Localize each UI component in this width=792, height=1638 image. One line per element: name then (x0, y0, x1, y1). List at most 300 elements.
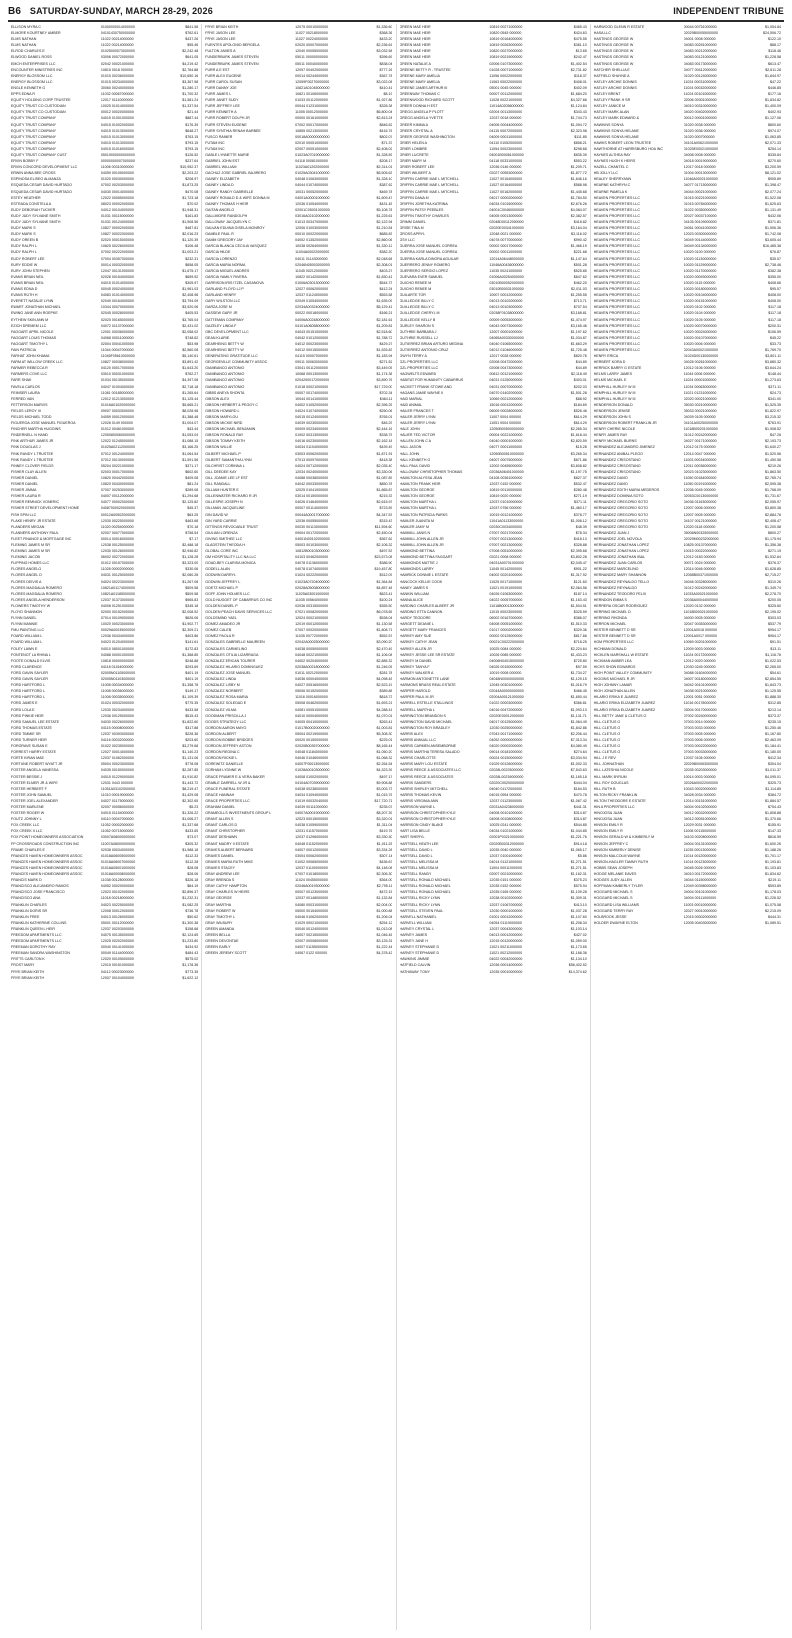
amount-due: $1,625.63 (764, 201, 781, 206)
owner-name: HILTON THEODORE E ESTATE (593, 798, 646, 803)
amount-due: $237.64 (185, 159, 199, 164)
amount-due: $4,095.01 (764, 774, 781, 779)
owner-name: HAMILTON MARTHA L (399, 506, 437, 511)
amount-due: $100.24 (379, 597, 393, 602)
owner-name: GILLENWATER RICHARD R JR (205, 494, 257, 499)
parcel-number: 12037 01296000000 (295, 835, 329, 840)
owner-name: EUDY OREEN B (11, 238, 39, 243)
amount-due: $1,336.60 (376, 25, 393, 29)
owner-name: HERNANDEZ ALEJANDRO JIMENEZ (593, 445, 655, 450)
parcel-number: 01034 00135000000 (100, 378, 134, 383)
amount-due: $2,106.32 (376, 542, 393, 547)
owner-name: FORD HARTFORD L (11, 695, 46, 700)
parcel-number: 07007 00217000000 (489, 530, 523, 535)
owner-name: HENRY MICHAEL BURNS (593, 439, 637, 444)
parcel-number: 12008 00012000000 (100, 908, 134, 913)
amount-due: $2,308.01 (376, 262, 393, 267)
amount-due: $1,311.04 (376, 823, 393, 828)
owner-name: HARTSELL RANDY (399, 872, 432, 877)
parcel-number: 09004 00172000000 (295, 530, 329, 535)
owner-name: HARRISON CHRISTOPHER KYLE (399, 817, 456, 822)
owner-name: HARTSELL RONALD MICHAEL (399, 884, 451, 889)
amount-due: $54.61 (769, 670, 781, 675)
parcel-number: 11050 00191000000 (683, 482, 717, 487)
parcel-number: 04049 00134000000 (683, 244, 717, 249)
owner-name: FONTENOT LA RHINA L (11, 652, 51, 657)
owner-name: GOODS STRATEGY LLC (205, 719, 247, 724)
parcel-number: 07008 00510000000 (489, 549, 523, 554)
parcel-number: 04012 00051000000 (683, 817, 717, 822)
amount-due: $3,215.32 (764, 415, 781, 419)
parcel-number: 12020 00105000000 (100, 957, 134, 962)
parcel-number: 02020B00312000000 (489, 841, 524, 846)
parcel-number: 02043A00021000000 (683, 347, 719, 352)
amount-due: $1,433.23 (570, 652, 587, 657)
amount-due: $1,124.84 (570, 104, 587, 109)
owner-name: HALL PAUL DAVID (399, 463, 431, 468)
parcel-number: 10038 00264000000 (295, 244, 329, 249)
parcel-number: 12031 01157000000 (295, 829, 328, 834)
amount-due: $3,320.01 (376, 817, 393, 822)
owner-name: GRAVES ALBERT BERNARD (205, 847, 254, 852)
owner-name: GODWIN DARRYL (205, 573, 236, 578)
amount-due: $465.43 (573, 25, 587, 29)
owner-name: FAGGART TIMOTHY L (11, 341, 49, 346)
owner-name: HARPER PAUL M JR (399, 695, 434, 700)
owner-name: ELMS NATHAN (11, 43, 37, 48)
parcel-number: 01024 00222000000 (295, 573, 329, 578)
owner-name: EQUITY TRUST CO CUSTODIAN (11, 110, 66, 115)
amount-due: $1,004.07 (182, 421, 199, 426)
amount-due: $1,358.78 (182, 683, 199, 688)
parcel-number: 02007 00077000000 (100, 530, 134, 535)
owner-name: FROST MARY (11, 963, 35, 968)
amount-due: $901.22 (573, 567, 587, 572)
parcel-number: 11021 00211000000 (489, 945, 522, 950)
owner-name: FINK ARTHUR JAMES JR (11, 439, 54, 444)
amount-due: $552.57 (379, 634, 393, 639)
amount-due: $1,600.26 (764, 841, 781, 846)
owner-name: HARRIS MARTHA TERESA SALADO (399, 750, 460, 755)
parcel-number: 01015 00236000000 (100, 73, 134, 78)
owner-name: GAITAN ANGELO (205, 207, 235, 212)
owner-name: HEARNE KATHRYN C (593, 183, 631, 188)
owner-name: HARKEY ALLEN JR (399, 646, 432, 651)
owner-name: HATLEY ARCHIE DONNIS (593, 85, 637, 90)
parcel-number: 11027 00164000000 (489, 183, 523, 188)
amount-due: $2,287.85 (182, 768, 199, 773)
parcel-number: 04077 01715000000 (683, 183, 717, 188)
amount-due: $820.76 (573, 354, 587, 359)
amount-due: $314.87 (573, 811, 587, 816)
amount-due: $341.00 (767, 396, 781, 401)
parcel-number: 12040 00055000000 (295, 49, 329, 54)
parcel-number: 04039 0105 000000 (683, 415, 716, 419)
owner-name: GOMEZ PAOLA R (205, 634, 235, 639)
owner-name: HAYNES HUGH K HEIRS (593, 159, 636, 164)
amount-due: $1,948.31 (182, 207, 199, 212)
owner-name: HILL RUTH B (593, 786, 616, 791)
owner-name: FISHER DANIEL (11, 482, 39, 487)
amount-due: $408.00 (767, 293, 781, 298)
parcel-number: 12012 0175 000000 (683, 445, 716, 450)
owner-name: GREEN JEREMY SCOTT (205, 951, 247, 956)
amount-due: $1,271.51 (570, 865, 587, 870)
amount-due: $1,822.97 (764, 408, 781, 413)
amount-due: $8,028.98 (182, 408, 199, 413)
amount-due: $1,206.04 (376, 914, 393, 919)
owner-name: HARDY TEODORE (399, 616, 431, 621)
parcel-number: 02004 00041000000 (100, 341, 134, 346)
parcel-number: 03041 00112000000 (295, 366, 328, 371)
parcel-number: 04044 01074000000 (295, 183, 329, 188)
parcel-number: 04036 00004000000 (295, 677, 329, 682)
parcel-number: 01015 00784000000 (683, 201, 717, 206)
owner-name: EQUITY TRUST COMPANY (11, 140, 57, 145)
parcel-number: 10020 0104 000000 (683, 311, 716, 316)
parcel-number: 01020 0007000000 (683, 134, 715, 139)
parcel-number: 05008 00462000000 (295, 701, 329, 706)
owner-name: FRANKLIN FREE (11, 914, 40, 919)
parcel-number: 07007 00213000000 (489, 542, 523, 547)
parcel-number: 04039 00111000000 (295, 805, 328, 809)
amount-due: $418.38 (379, 457, 393, 462)
owner-name: HERNANDEZ GREGORIO SOTO (593, 512, 648, 517)
parcel-number: 11032 00067000000 (100, 92, 134, 97)
owner-name: HARRIS REECE & ASSOCIATES LLC (399, 768, 461, 773)
parcel-number: 04038 00238000000 (295, 786, 329, 791)
parcel-number: 04023 00225000000 (100, 902, 134, 907)
amount-due: $112.33 (185, 853, 199, 858)
amount-due: $1,226.52 (764, 896, 781, 901)
owner-name: HARRIS REECE & ASSOCIATES (399, 774, 454, 779)
owner-name: HICKLEN MARSHALL W ESTATE (593, 652, 649, 657)
owner-name: GREEN MAE HEIR (399, 43, 431, 48)
owner-name: GUILLEDGE CHERYL M (399, 311, 440, 316)
amount-due: $1,731.67 (764, 494, 781, 499)
amount-due: $10,952.37 (180, 165, 199, 170)
owner-name: HERRON MICHAEL (593, 622, 627, 627)
parcel-number: 11028 00002000000 (100, 567, 134, 572)
parcel-number: 02007 00056000000 (100, 805, 134, 809)
owner-name: HATLEY MARK EDWARD & (593, 116, 640, 121)
owner-name: FRYE BRIAN KEITH (205, 25, 239, 29)
amount-due: $412.24 (379, 287, 393, 292)
amount-due: $172.83 (185, 646, 199, 651)
amount-due: $2,896.37 (182, 890, 199, 895)
owner-name: FORD GAVIN SAYLER (11, 677, 49, 682)
owner-name: HARVEY JAMES (399, 932, 428, 937)
amount-due: $7,543.63 (570, 768, 587, 773)
amount-due: $10,650.16 (180, 73, 199, 78)
parcel-number: 11063 00022000000 (489, 79, 523, 84)
owner-name: HEALEY SHERRYANN (593, 177, 632, 182)
parcel-number: 04075 00135000000 (100, 932, 134, 937)
amount-due: $408.00 (767, 299, 781, 304)
owner-name: GILLESPIE JOSEPH N (205, 500, 243, 505)
parcel-number: 04001A00001000000 (295, 195, 330, 200)
amount-due: $1,501.28 (570, 390, 587, 395)
amount-due: $177.16 (767, 92, 781, 97)
owner-name: HAWKS ROBERT LEON TRUSTEE (593, 140, 652, 145)
amount-due: $1,370.66 (764, 817, 781, 822)
owner-name: GREEN BELLA (205, 932, 231, 937)
owner-name: HEAVEN PROPERTIES LLC (593, 250, 640, 255)
owner-name: FUNDERBURK JAMES STEVEN (205, 61, 259, 66)
parcel-number: 04044 01150000000 (683, 878, 717, 883)
parcel-number: 02001P03210000000 (489, 835, 524, 840)
amount-due: $403.86 (185, 634, 199, 639)
parcel-number: 11046A00436000000 (489, 262, 524, 267)
parcel-number: 11010 00019000000 (100, 792, 134, 797)
parcel-number: 04024 01074000000 (295, 408, 329, 413)
owner-name: HAMILTON ALYSSA JEAN (399, 475, 443, 480)
parcel-number: 01017B00020000000 (295, 725, 330, 730)
amount-due: $2,488.18 (182, 542, 199, 547)
parcel-number: 10020 00024000000 (683, 329, 717, 334)
owner-name: GARCIA HILDE (205, 250, 231, 255)
parcel-number: 10820 00442000000 (100, 475, 134, 480)
parcel-number: 11045 00212000000 (295, 268, 328, 273)
amount-due: $532.47 (573, 482, 587, 487)
owner-name: HAMMONDS LARRY (399, 567, 434, 572)
parcel-number: 12023 00015000000 (295, 817, 329, 822)
parcel-number: 11024 00101000000 (683, 92, 717, 97)
amount-due: $122.10 (767, 37, 781, 42)
amount-due: $1,044.85 (570, 829, 587, 834)
parcel-number: 11035 00772000000 (295, 634, 328, 639)
owner-name: FLORES MAGDALIA ROMERO (11, 591, 62, 596)
parcel-number: 04034 01016000000 (489, 201, 523, 206)
amount-due: $376.37 (767, 561, 781, 566)
amount-due: $310.26 (767, 579, 781, 584)
owner-name: ELMS NATHAN (11, 37, 37, 42)
parcel-number: 02036A00044000000 (683, 597, 719, 602)
amount-due: $2,064.56 (570, 585, 587, 590)
amount-due: $63.25 (187, 512, 199, 517)
amount-due: $2,242.48 (182, 49, 199, 54)
parcel-number: 07003 00033000000 (683, 750, 717, 755)
amount-due: $378.77 (573, 512, 587, 517)
parcel-number: 01025000073000000 (100, 49, 135, 54)
owner-name: GORDON AARON MAYO (205, 725, 247, 730)
parcel-number: 11052 00002000000 (100, 823, 134, 828)
parcel-number: 04047 01004000000 (100, 384, 134, 389)
amount-due: $1,640.27 (764, 445, 781, 450)
parcel-number: 04008 01002000000 (295, 774, 329, 779)
parcel-number: 12009 0003 000000 (683, 646, 716, 651)
parcel-number: 11005 00012000000 (295, 110, 328, 115)
amount-due: $2,765.74 (764, 475, 781, 480)
amount-due: $1,910.82 (182, 774, 199, 779)
owner-name: GRIER HELEN A (399, 140, 428, 145)
amount-due: $4,148.08 (376, 865, 393, 870)
parcel-number: 04031A00701000000 (489, 561, 524, 566)
parcel-number: 12012 0183 000000 (683, 555, 716, 560)
amount-due: $1,884.57 (764, 798, 781, 803)
parcel-number: 11046A00021000000 (683, 177, 718, 182)
amount-due: $470.08 (185, 189, 199, 194)
parcel-number: 12017 01110000000 (100, 98, 134, 103)
owner-name: GALVAN EDUINA GISELA MONROY (205, 226, 265, 231)
amount-due: $1,788.72 (376, 335, 393, 340)
owner-name: GILLMAN JACQUELINE (205, 506, 245, 511)
parcel-number: 04012 00104000000 (100, 207, 134, 212)
owner-name: GACHUZ JOSE GABRIEL BAJIRERO (205, 171, 267, 176)
amount-due: $433.20 (379, 37, 393, 42)
parcel-number: 12037 0756 000000 (489, 506, 522, 511)
owner-name: HEMPHILL HURLEY W III (593, 396, 636, 401)
parcel-number: 02038F01038000000 (489, 311, 524, 316)
parcel-number: 01019 00032040000 (295, 798, 329, 803)
parcel-number: 11003 00010000000 (683, 902, 717, 907)
parcel-number: 10025 0084 000000 (489, 646, 522, 651)
amount-due: $2,408.98 (182, 293, 199, 298)
owner-name: FLEMING JAMES M SR (11, 549, 50, 554)
amount-due: $112.28 (185, 859, 199, 864)
parcel-number: 11008 00115000000 (683, 829, 717, 834)
owner-name: EQUITY TRUST COMPANY (11, 122, 57, 127)
amount-due: $648.27 (185, 128, 199, 133)
owner-name: HINSON GERALD W & KIMBERLY M (593, 835, 655, 840)
amount-due: $613.47 (767, 61, 781, 66)
parcel-number: 04001C00460000000 (489, 207, 524, 212)
parcel-number: 04010 00172000000 (683, 872, 717, 877)
amount-due: $219.11 (768, 878, 781, 883)
parcel-number: 12036 00055000000 (295, 518, 329, 523)
owner-name: GREEN AMANDA (205, 926, 235, 931)
parcel-number: 12022 00055000000 (100, 195, 134, 200)
parcel-number: 10015 00022000000 (683, 549, 717, 554)
parcel-number: 04049 00144000000 (683, 238, 717, 243)
owner-name: HARTSELL HEATH LEE (399, 841, 439, 846)
parcel-number: 11041A01133000000 (489, 518, 524, 523)
amount-due: $3,022.08 (376, 79, 393, 84)
amount-due: $777.26 (379, 67, 393, 72)
amount-due: $2,885.32 (376, 658, 393, 663)
amount-due: $1,273.63 (764, 378, 781, 383)
parcel-number: 12007 00104000000 (100, 975, 134, 980)
listing-column-3 (397, 24, 591, 1630)
parcel-number: 12037 01010000000 (489, 500, 523, 505)
parcel-number: 04004 00111000000 (683, 896, 717, 901)
owner-name: ENGLE KENNETH G (11, 85, 46, 90)
amount-due: $3,166.25 (182, 445, 199, 450)
owner-name: GUILLEDGE BILLY C (399, 305, 435, 310)
owner-name: ERVIN BOBBY F (11, 159, 39, 164)
owner-name: HARTSELL RICKY LYNN (399, 896, 441, 901)
owner-name: HAMMILL JANIS N (399, 530, 431, 535)
owner-name: HILL CLETUS O (593, 750, 621, 755)
parcel-number: 04038 00210000000 (683, 689, 717, 694)
parcel-number: 12036 0045 000000 (683, 488, 716, 493)
amount-due: $1,863.50 (764, 469, 781, 474)
owner-name: HAMILTON MARTHA L (399, 500, 437, 505)
owner-name: HATHAWAY TONY (399, 969, 430, 974)
amount-due: $1,609.47 (376, 195, 393, 200)
parcel-number: 11025 00171000000 (489, 579, 523, 584)
owner-name: GRAY ANDREW LEE (205, 872, 240, 877)
parcel-number: 04088 00038000000 (295, 475, 329, 480)
amount-due: $1,174.38 (376, 372, 393, 377)
amount-due: $1,808.71 (376, 628, 393, 633)
owner-name: FURR STEVEN EUGENE (205, 122, 247, 127)
amount-due: $707.54 (573, 305, 587, 310)
amount-due: $954.17 (767, 634, 781, 639)
amount-due: $858.21 (573, 140, 587, 145)
amount-due: $1,443.72 (182, 780, 199, 785)
amount-due: $1,450.58 (764, 457, 781, 462)
parcel-number: 04031 00125000000 (100, 573, 134, 578)
parcel-number: 02042A00025000000 (295, 640, 330, 645)
amount-due: $2,860.06 (376, 238, 393, 243)
owner-name: HATFIELD SHAYNE A (593, 73, 630, 78)
owner-name: HASTINGS GEORGE W (593, 61, 634, 66)
parcel-number: 12029 0031 000000 (683, 823, 716, 828)
parcel-number: 01031 00124000000 (100, 220, 134, 224)
parcel-number: 04022 00057000000 (489, 597, 523, 602)
amount-due: $419.76 (379, 829, 393, 834)
owner-name: FURR KENNETH A (205, 110, 237, 115)
owner-name: GRIER MARY M (399, 159, 427, 164)
amount-due: $76.87 (769, 250, 781, 255)
amount-due: $588.98 (573, 183, 587, 188)
owner-name: HAMILTON PATRICIA PARKS (399, 512, 448, 517)
parcel-number: 00018A00000000000 (295, 134, 330, 139)
amount-due: $1,508.56 (182, 220, 199, 224)
amount-due: $2,820.59 (570, 439, 587, 444)
amount-due: $17,720.71 (374, 798, 393, 803)
parcel-number: 12030 00001000000 (489, 908, 523, 913)
amount-due: $121.60 (573, 579, 587, 584)
owner-name: EQUITY HOLDING CORP TRUSTEE (11, 98, 71, 103)
owner-name: FRAME CHARLES E (11, 847, 45, 852)
owner-name: FRANKLIN DORIS SR (11, 908, 48, 913)
parcel-number: 05004 00023000000 (100, 762, 134, 767)
owner-name: GRIER LUCRETE (399, 152, 429, 157)
owner-name: FINNEY CLOVER FIELDS (11, 463, 54, 468)
amount-due: $335.84 (767, 152, 781, 157)
owner-name: HILARIO ERIKA ELIZABETH JUAREZ (593, 707, 656, 712)
owner-name: HARRISON WAYNE L (399, 805, 436, 809)
owner-name: FOX POINT HOMEOWNERS ASSOCIATION (11, 835, 84, 840)
owner-name: GATTEMAN COMPANY (205, 317, 244, 322)
parcel-number: 04018 00019000000 (683, 159, 717, 164)
parcel-number: 10020 01129000000 (683, 262, 717, 267)
parcel-number: 04052 00020000000 (100, 884, 134, 889)
amount-due: $155.91 (767, 823, 781, 828)
parcel-number: 04024 00712000000 (295, 463, 329, 468)
owner-name: FRYE BRIAN KEITH (11, 969, 45, 974)
owner-name: GUICHO RENEE M (399, 280, 432, 285)
parcel-number: 04045 0026 000000 (683, 865, 716, 870)
parcel-number: 04108 00361000000 (489, 475, 523, 480)
owner-name: GLADSTEIN THEODA H (205, 542, 245, 547)
amount-due: $1,504.51 (570, 603, 587, 608)
owner-name: GRAVES STACEY (205, 865, 236, 870)
owner-name: HARGETT MARY FRANCES (399, 628, 447, 633)
parcel-number: 10821A01174000000 (100, 585, 135, 590)
parcel-number: 04059 00012000000 (100, 415, 134, 419)
owner-name: ELROD CHARLES E (11, 49, 45, 54)
owner-name: HAMLER JUANITA M (399, 518, 434, 523)
amount-due: $2,045.47 (570, 561, 587, 566)
parcel-number: 04078 00770000000 (489, 238, 523, 243)
amount-due: $2,181.61 (376, 317, 393, 322)
amount-due: $3,800.38 (764, 506, 781, 511)
amount-due: $221.68 (573, 250, 587, 255)
amount-due: $1,877.72 (570, 171, 587, 176)
